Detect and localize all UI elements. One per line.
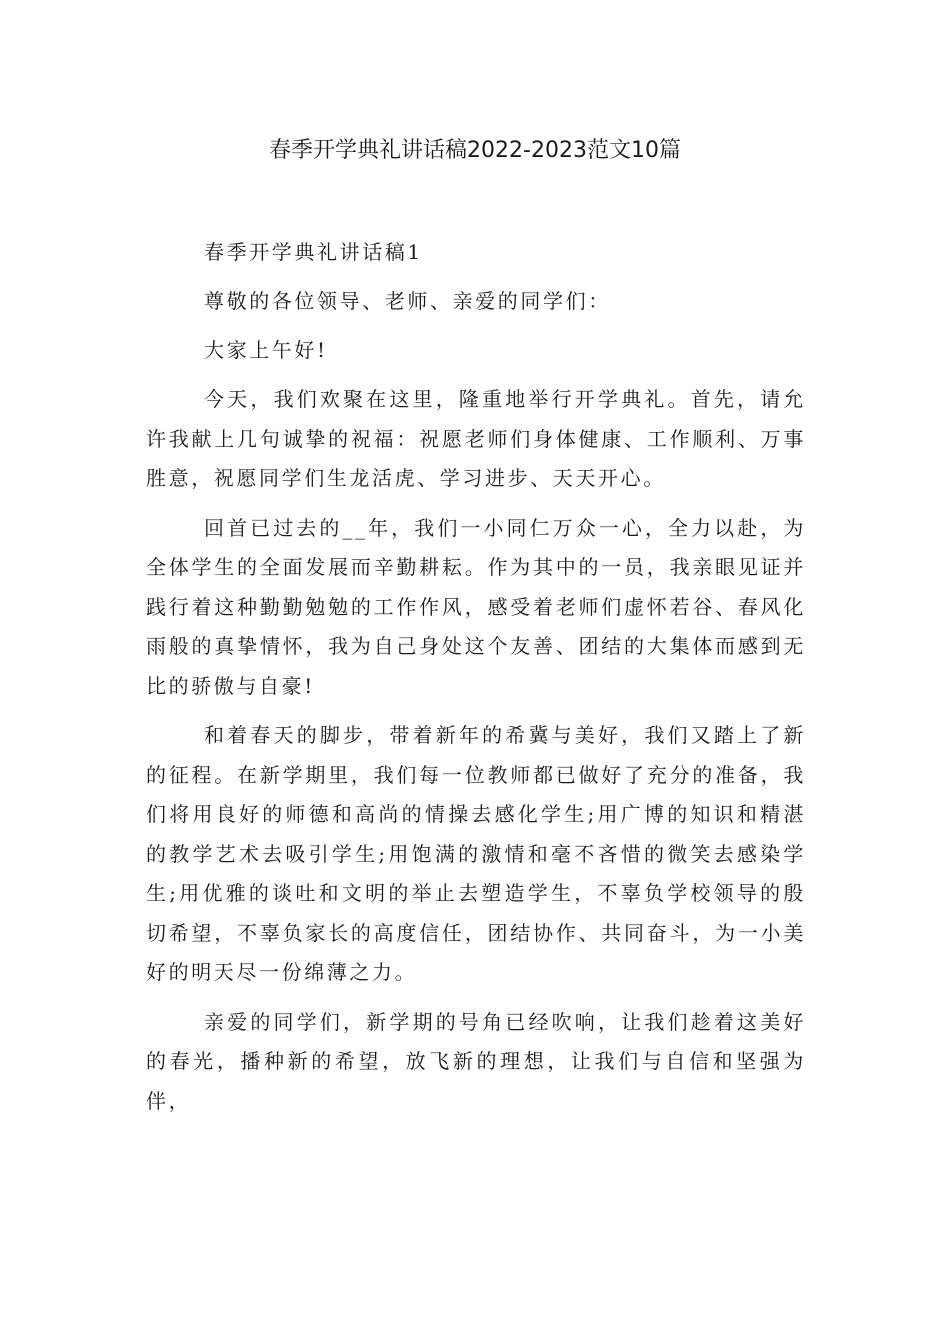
document-title: 春季开学典礼讲话稿2022-2023范文10篇 [269, 138, 681, 163]
paragraph: 今天，我们欢聚在这里，隆重地举行开学典礼。首先，请允许我献上几句诚挚的祝福：祝愿老师们身体健康、工作顺利、万事胜意，祝愿同学们生龙活虎、学习进步、天天开心。 [146, 387, 806, 490]
salutation: 尊敬的各位领导、老师、亲爱的同学们： [204, 289, 611, 313]
paragraph: 亲爱的同学们，新学期的号角已经吹响，让我们趁着这美好的春光，播种新的希望，放飞新的理想，让我们与自信和坚强为伴， [146, 1009, 806, 1113]
document-body [146, 233, 806, 1131]
paragraph: 和着春天的脚步，带着新年的希冀与美好，我们又踏上了新的征程。在新学期里，我们每一位教师都已做好了充分的准备，我们将用良好的师德和高尚的情操去感化学生;用广博的知识和精湛的教学艺术去吸引学生;用饱满的激情和毫不吝惜的微笑去感染学生;用优雅的谈吐和文明的举止去塑造学生，不辜负学校领导的殷切希望，不辜负家长的高度信任，团结协作、共同奋斗，为一小美好的明天尽一份绵薄之力。 [146, 723, 806, 984]
paragraph: 回首已过去的__年，我们一小同仁万众一心，全力以赴，为全体学生的全面发展而辛勤耕耘。作为其中的一员，我亲眼见证并践行着这种勤勤勉勉的工作作风，感受着老师们虚怀若谷、春风化雨般的真挚情怀，我为自己身处这个友善、团结的大集体而感到无比的骄傲与自豪! [146, 515, 806, 698]
section-heading: 春季开学典礼讲话稿1 [204, 240, 423, 264]
greeting: 大家上午好! [204, 338, 328, 362]
